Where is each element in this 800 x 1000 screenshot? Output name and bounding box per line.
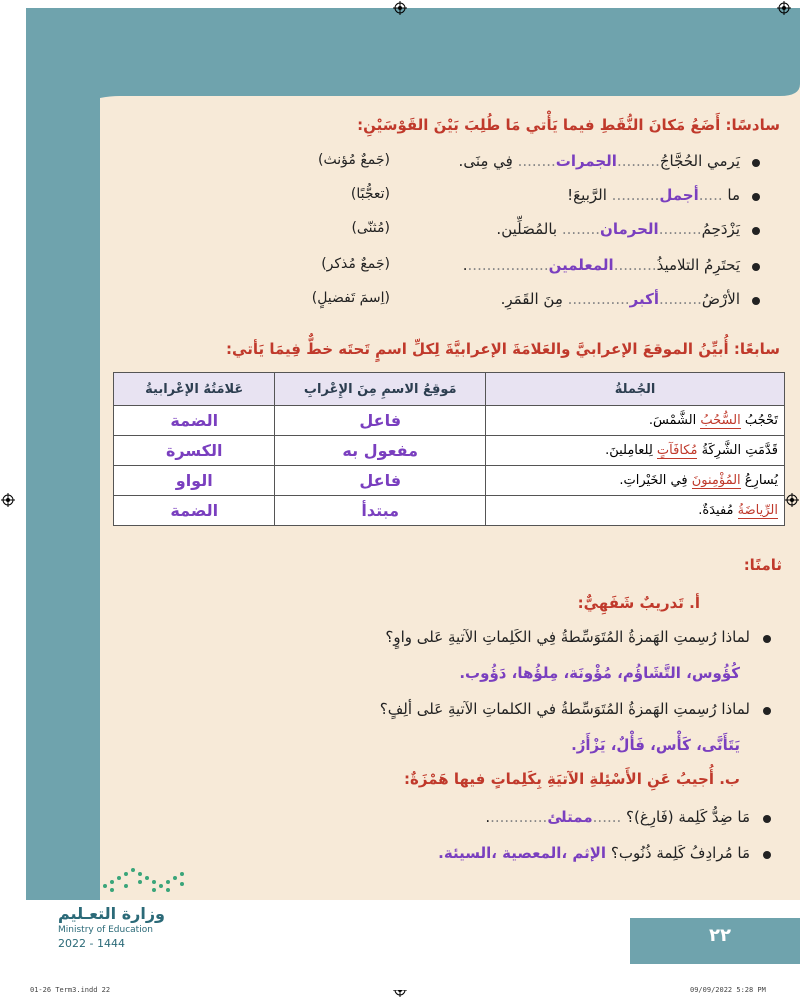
part-b-heading: ب. أُجيبُ عَنِ الأَسْئِلةِ الآتيَةِ بِكَلِماتٍ فيها هَمْزَةٌ:	[404, 770, 740, 788]
bullet-icon	[763, 851, 771, 859]
item-hint: (جَمعٌ مُذكر)	[321, 256, 390, 272]
bullet-icon	[752, 263, 760, 271]
section7-title: سابعًا: أُبيِّنُ الموقعَ الإعرابيَّ والعَلامَةَ الإعرابيَّةَ لِكلِّ اسمٍ تَحتَه خطٌّ فِيمَا يَأتي:	[226, 340, 780, 358]
answer-text: ممتلئ	[547, 808, 593, 826]
section6-title: سادسًا: أَضَعُ مَكانَ النُّقَطِ فيما يَأْتي مَا طُلِبَ بَيْنَ القَوْسَيْنِ:	[357, 116, 780, 134]
answer-text: أجمل	[659, 186, 699, 204]
sentence-cell: تَحْجُبُ السُّحُبُ الشَّمْسَ.	[486, 406, 785, 436]
answer-text: المعلمين	[548, 256, 614, 274]
header-position: مَوقِعُ الاسمِ مِنَ الإِعْرابِ	[275, 373, 486, 406]
header-band	[26, 8, 800, 60]
answer-text: الجمرات	[555, 152, 617, 170]
bullet-icon	[763, 635, 771, 643]
answer-text: الإثم ،المعصية ،السيئة.	[438, 844, 607, 862]
answer-words: يَتَأَنَّى، كَأْس، فَأْلٌ، يَزْأَرُ.	[571, 736, 740, 754]
fill-item: يَحتَرِمُ التلاميذُ.........المعلمين.................. (جَمعٌ مُذكر)	[70, 256, 770, 280]
bullet-icon	[763, 815, 771, 823]
part-a-heading: أ. تَدريبٌ شَفَهِيٌّ:	[577, 594, 700, 612]
content-top-wave	[100, 60, 800, 108]
position-cell: مفعول به	[275, 436, 486, 466]
underlined-word: الرِّياضَةُ	[737, 503, 778, 518]
ministry-logo-icon	[100, 864, 190, 894]
bullet-icon	[752, 227, 760, 235]
header-sign: عَلامَتُهُ الإعْرابيةُ	[114, 373, 275, 406]
item-hint: (جَمعٌ مُؤنث)	[318, 152, 390, 168]
sign-cell: الواو	[114, 466, 275, 496]
item-hint: (اِسمَ تَفضيلٍ)	[311, 290, 390, 306]
registration-mark-icon	[393, 1, 407, 15]
table-row	[114, 496, 785, 526]
item-hint: (مُثنّى)	[351, 220, 390, 236]
question-text: مَا مُرادِفُ كَلِمة ذُنُوب؟ الإثم ،المعصية ،السيئة.	[438, 844, 750, 862]
registration-mark-icon	[777, 1, 791, 15]
sign-cell: الضمة	[114, 496, 275, 526]
sign-cell: الكسرة	[114, 436, 275, 466]
answer-text: أكبر	[629, 290, 659, 308]
ministry-name-ar: وزارة التعـليم	[58, 904, 165, 923]
ministry-year: 2022 - 1444	[58, 937, 125, 950]
question-text: لماذا رُسِمتِ الهَمزةُ المُتَوَسِّطةُ في الكلماتِ الآتيةِ عَلى ألِفٍ؟	[379, 700, 750, 718]
table-row	[114, 406, 785, 436]
bullet-icon	[752, 297, 760, 305]
sentence-cell: يُسارِعُ المُؤْمِنونَ فِي الخَيْراتِ.	[486, 466, 785, 496]
analysis-table	[113, 372, 785, 526]
fill-item: يَزْدَحِمُ.........الحرمان........ بالمُصَلِّين. (مُثنّى)	[70, 220, 770, 244]
registration-mark-icon	[1, 493, 15, 507]
fill-item: الأرْضُ.........أكبر............. مِنَ القَمَرِ. (اِسمَ تَفضيلٍ)	[70, 290, 770, 314]
ministry-name-en: Ministry of Education	[58, 925, 153, 935]
bullet-icon	[752, 159, 760, 167]
print-slug-left: 01-26 Term3.indd 22	[30, 986, 111, 994]
position-cell: مبتدأ	[275, 496, 486, 526]
table-row	[114, 436, 785, 466]
sentence-cell: الرِّياضَةُ مُفيدَةٌ.	[486, 496, 785, 526]
sentence-cell: قَدَّمَتِ الشَّرِكَةُ مُكافَآتٍ لِلعامِلينَ.	[486, 436, 785, 466]
position-cell: فاعل	[275, 466, 486, 496]
underlined-word: مُكافَآتٍ	[656, 443, 698, 458]
section8-title: ثامنًا:	[743, 556, 782, 574]
position-cell: فاعل	[275, 406, 486, 436]
question-text: لماذا رُسِمتِ الهَمزةُ المُتَوَسِّطةُ فِي الكَلِماتِ الآتيةِ عَلى واوٍ؟	[385, 628, 750, 646]
sign-cell: الضمة	[114, 406, 275, 436]
answer-text: الحرمان	[600, 220, 659, 238]
table-row	[114, 466, 785, 496]
item-hint: (تعجُّبًا)	[350, 186, 390, 202]
table-header-row	[114, 373, 785, 406]
underlined-word: المُؤْمِنونَ	[691, 473, 741, 488]
fill-item: يَرمي الحُجَّاجُ.........الجمرات........ فِي مِنَى. (جَمعٌ مُؤنث)	[70, 152, 770, 176]
fill-item: ما .....أجمل.......... الرَّبيعَ! (تعجُّبًا)	[70, 186, 770, 210]
question-text: مَا ضِدُّ كَلِمة (فَارِغ)؟ ......ممتلئ.............	[485, 808, 750, 826]
print-slug-right: 09/09/2022 5:28 PM	[690, 986, 766, 994]
underlined-word: السُّحُبُ	[700, 413, 741, 428]
bullet-icon	[752, 193, 760, 201]
answer-words: كُؤُوس، التَّشَاؤُم، مُؤْونَة، مِلؤُها، دَؤُوب.	[459, 664, 740, 682]
page-number: ٢٢	[709, 925, 731, 946]
registration-mark-icon	[785, 493, 799, 507]
header-sentence: الجُملةُ	[486, 373, 785, 406]
bullet-icon	[763, 707, 771, 715]
